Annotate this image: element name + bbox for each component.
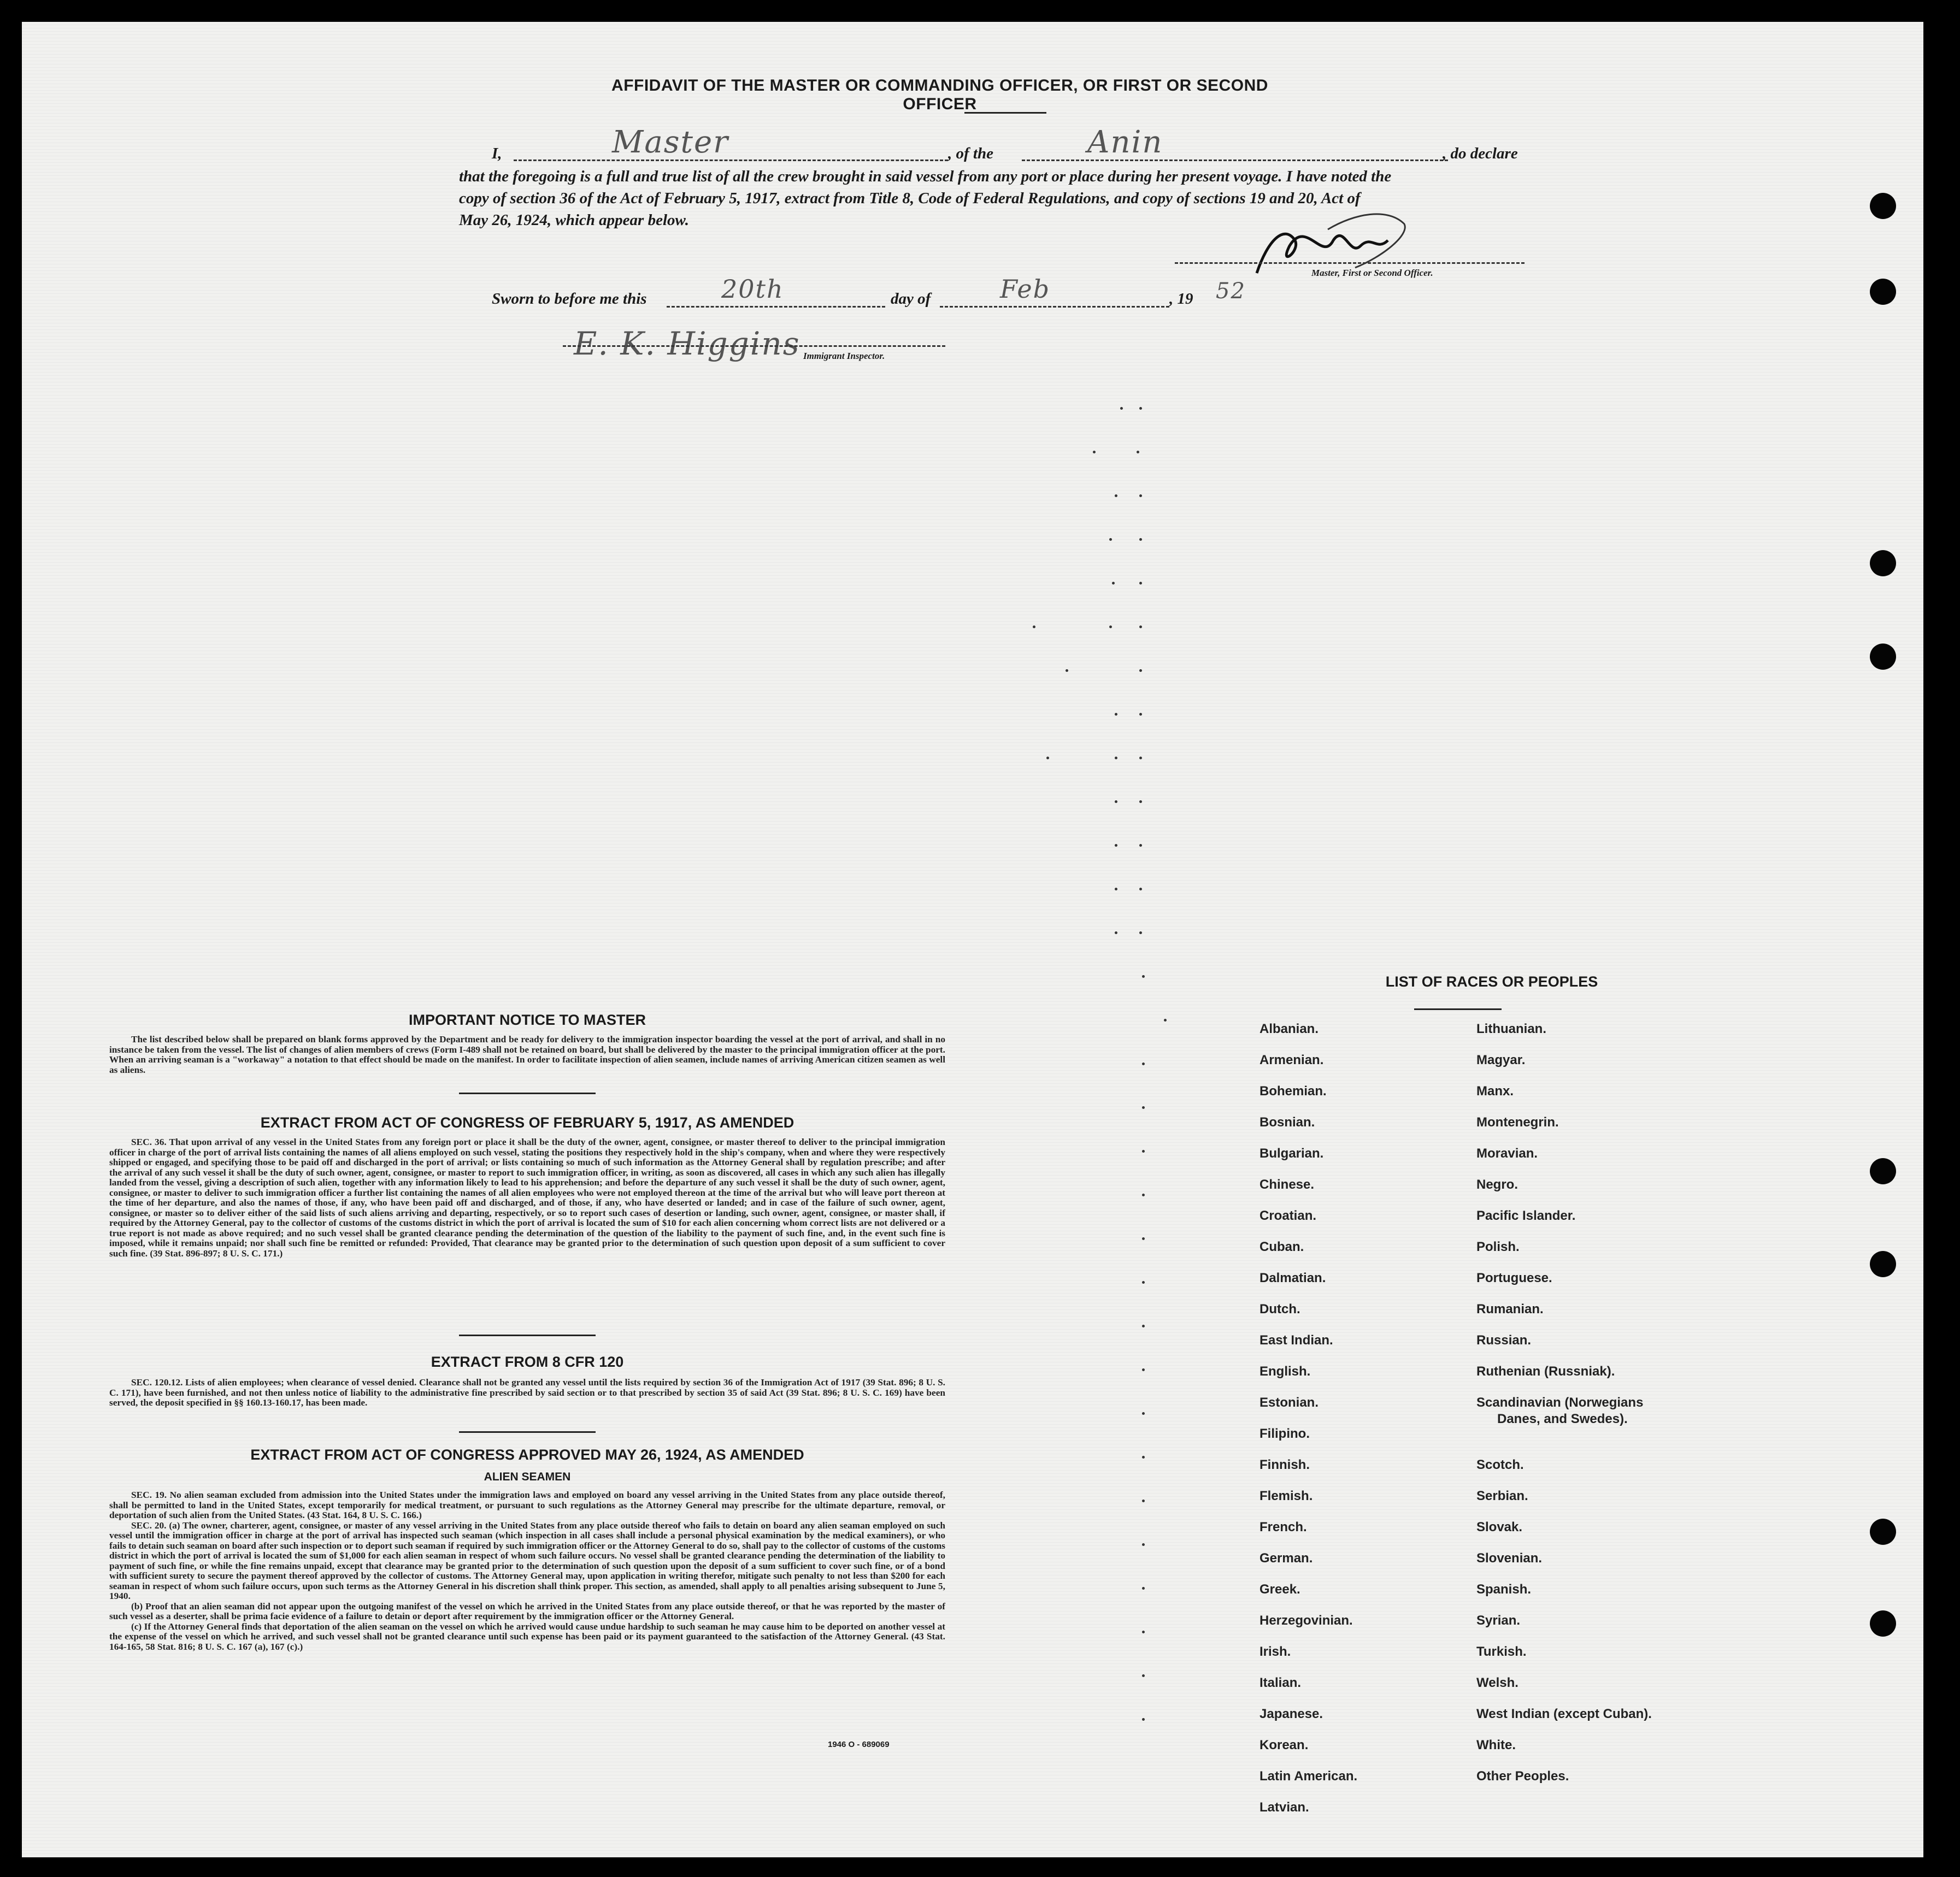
race-item: Italian.: [1259, 1675, 1302, 1690]
race-item: West Indian (except Cuban).: [1476, 1707, 1652, 1721]
master-name-line: [514, 160, 948, 161]
race-item: Lithuanian.: [1476, 1022, 1546, 1036]
race-item: East Indian.: [1259, 1333, 1333, 1348]
race-item: Cuban.: [1259, 1239, 1304, 1254]
race-item: Korean.: [1259, 1738, 1309, 1752]
extract-1917-title: EXTRACT FROM ACT OF CONGRESS OF FEBRUARY 5, 1917, AS AMENDED: [260, 1114, 794, 1131]
race-item: Montenegrin.: [1476, 1115, 1559, 1130]
month-handwritten: Feb: [1000, 274, 1051, 304]
document-page: [22, 22, 1923, 1857]
race-item: Pacific Islander.: [1476, 1208, 1576, 1223]
race-item: Irish.: [1259, 1644, 1291, 1659]
race-item: Manx.: [1476, 1084, 1514, 1099]
binder-hole: [1870, 1519, 1896, 1545]
year-handwritten: 52: [1216, 279, 1246, 304]
race-item: Estonian.: [1259, 1395, 1319, 1410]
race-item: German.: [1259, 1551, 1313, 1566]
sec120-text: SEC. 120.12. Lists of alien employees; when clearance of vessel denied. Clearance shall not be granted any vessel until the lists required by section 36 of the Immigration Act of 1917 (39 Stat. 896; 8 U. S. C. 171), have been furnished, and not then unless notice of liability to the administrative fine prescribed by said section or to that prescribed by section 35 of said Act (39 Stat. 896; 8 U. S. C. 169) have been served, the deposit specified in §§ 160.13-160.17, has been made.: [109, 1377, 945, 1408]
race-item: Portuguese.: [1476, 1271, 1552, 1285]
inspector-line: [563, 345, 945, 347]
affidavit-line2: that the foregoing is a full and true list of all the crew brought in said vessel from any port or place during her present voyage. I have noted the: [459, 168, 1392, 185]
sworn-prefix: Sworn to before me this: [492, 290, 647, 308]
extract-8cfr-divider: [459, 1431, 596, 1433]
extract-1917-divider: [459, 1335, 596, 1336]
vessel-handwritten: Anin: [1087, 125, 1163, 160]
race-item: Rumanian.: [1476, 1302, 1544, 1317]
races-underline: [1414, 1008, 1502, 1010]
day-of-label: day of: [891, 290, 931, 308]
signature-line: [1175, 262, 1525, 264]
race-item: Latvian.: [1259, 1800, 1309, 1815]
races-title: LIST OF RACES OR PEOPLES: [1385, 973, 1598, 990]
race-item: English.: [1259, 1364, 1311, 1379]
sec20c-text: (c) If the Attorney General finds that deportation of the alien seaman on the vessel on which he arrived would cause undue hardship to such seaman he may cause him to be deported on another vessel at the expense of the vessel on which he arrived, and such vessel shall not be granted clearance until such expense has been paid or its payment guaranteed to the satisfaction of the Attorney General. (43 Stat. 164-165, 58 Stat. 816; 8 U. S. C. 167 (a), 167 (c).): [109, 1621, 945, 1652]
race-item: Welsh.: [1476, 1675, 1518, 1690]
race-item: Slovak.: [1476, 1520, 1523, 1534]
month-line: [940, 306, 1169, 308]
notice-divider: [459, 1093, 596, 1094]
race-item: Syrian.: [1476, 1613, 1521, 1628]
binder-hole: [1870, 193, 1896, 219]
binder-hole: [1870, 550, 1896, 576]
race-item: Japanese.: [1259, 1707, 1323, 1721]
race-item: Herzegovinian.: [1259, 1613, 1353, 1628]
print-code: 1946 O - 689069: [828, 1740, 890, 1749]
vessel-name-line: [1022, 160, 1448, 161]
inspector-handwritten: E. K. Higgins: [574, 325, 801, 362]
race-item: Flemish.: [1259, 1489, 1313, 1503]
affidavit-line4: May 26, 1924, which appear below.: [459, 211, 690, 229]
race-item: Spanish.: [1476, 1582, 1532, 1597]
affidavit-line1-prefix: I,: [492, 145, 502, 162]
binder-hole: [1870, 1610, 1896, 1637]
affidavit-line3: copy of section 36 of the Act of February 5, 1917, extract from Title 8, Code of Federal Regulations, and copy of sections 19 and 20, Act of: [459, 190, 1361, 207]
race-item: Serbian.: [1476, 1489, 1528, 1503]
race-item: Ruthenian (Russniak).: [1476, 1364, 1615, 1379]
race-item: Bohemian.: [1259, 1084, 1327, 1099]
race-item: Croatian.: [1259, 1208, 1317, 1223]
race-item: White.: [1476, 1738, 1516, 1752]
race-item: Polish.: [1476, 1239, 1520, 1254]
race-item: Dalmatian.: [1259, 1271, 1326, 1285]
notice-text: The list described below shall be prepared on blank forms approved by the Department and be ready for delivery to the immigration inspector boarding the vessel at the port of arrival, and shall in no instance be taken from the vessel. The list of changes of alien members of crews (Form I-489 shall not be retained on board, but shall be delivered by the master to the principal immigration officer at the port. When an arriving seaman is a "workaway" a notation to that effect should be made on the manifest. In order to facilitate inspection of alien seamen, include names of arriving American citizen seamen as well as aliens.: [109, 1034, 945, 1075]
notice-body: [109, 1035, 945, 1075]
race-item: Danes, and Swedes).: [1497, 1412, 1628, 1426]
extract-1924-subtitle: ALIEN SEAMEN: [484, 1471, 571, 1483]
race-item: Magyar.: [1476, 1053, 1526, 1067]
sworn-day-line: [667, 306, 885, 308]
year-prefix: , 19: [1169, 290, 1193, 308]
race-item: Latin American.: [1259, 1769, 1358, 1784]
notice-title: IMPORTANT NOTICE TO MASTER: [409, 1012, 646, 1028]
race-item: Other Peoples.: [1476, 1769, 1569, 1784]
race-item: Scotch.: [1476, 1457, 1524, 1472]
extract-1924-body: [109, 1490, 945, 1652]
master-handwritten: Master: [612, 125, 729, 160]
race-item: Albanian.: [1259, 1022, 1319, 1036]
race-item: Filipino.: [1259, 1426, 1310, 1441]
affidavit-line1-suffix: , do declare: [1443, 145, 1518, 162]
race-item: Dutch.: [1259, 1302, 1300, 1317]
race-item: Chinese.: [1259, 1177, 1315, 1192]
binder-hole: [1870, 1251, 1896, 1277]
inspector-label: Immigrant Inspector.: [803, 351, 885, 361]
race-item: Russian.: [1476, 1333, 1532, 1348]
sec20b-text: (b) Proof that an alien seaman did not appear upon the outgoing manifest of the vessel on which he arrived in the United States from any place outside thereof, or that he was reported by the master of such vessel as a deserter, shall be prima facie evidence of a failure to detain or deport after requirement by the immigration officer or the Attorney General.: [109, 1601, 945, 1621]
day-handwritten: 20th: [721, 274, 784, 304]
binder-hole: [1870, 1158, 1896, 1184]
binder-hole: [1870, 279, 1896, 305]
race-item: Slovenian.: [1476, 1551, 1543, 1566]
sec36-text: SEC. 36. That upon arrival of any vessel in the United States from any foreign port or place it shall be the duty of the owner, agent, consignee, or master thereof to deliver to the principal immigration officer in charge of the port of arrival lists containing the names of all aliens employed on such vessel, stating the positions they respectively hold in the ship's company, when and where they were respectively shipped or engaged, and specifying those to be paid off and discharged in the port of arrival; or lists containing so much of such information as the Attorney General shall by regulation prescribe; and after the arrival of any such vessel it shall be the duty of such owner, agent, consignee, or master to report to such immigration officer, in writing, as soon as discovered, all cases in which any such alien has illegally landed from the vessel, giving a description of such alien, together with any information likely to lead to his apprehension; and before the departure of any such vessel it shall be the duty of such owner, agent, consignee, or master to deliver to such immigration officer a further list containing the names of all alien employees who were not employed thereon at the time of the arrival but who will leave port thereon at the time of her departure, and also the names of those, if any, who have been paid off and discharged, and of those, if any, who have deserted or landed; and in case of the failure of such owner, agent, consignee, or master so to deliver either of the said lists of such aliens arriving and departing, respectively, or so to report such cases of desertion or landing, such owner, agent, consignee, or master shall, if required by the Attorney General, pay to the collector of customs of the customs district in which the port of arrival is located the sum of $10 for each alien concerning whom correct lists are not delivered or a true report is not made as above required; and no such vessel shall be granted clearance pending the determination of the question of the liability to the payment of such fine, and, in the event such fine is imposed, while it remains unpaid; nor shall such fine be remitted or refunded: Provided, That clearance may be granted prior to the determination of such question upon deposit of a sum sufficient to cover such fine. (39 Stat. 896-897; 8 U. S. C. 171.): [109, 1137, 945, 1259]
race-item: French.: [1259, 1520, 1307, 1534]
race-item: Negro.: [1476, 1177, 1518, 1192]
sec20a-text: SEC. 20. (a) The owner, charterer, agent, consignee, or master of any vessel arriving in the United States from any place outside thereof who fails to detain on board any alien seaman employed on such vessel until the immigration officer in charge at the port of arrival has inspected such seaman (which inspection in all cases shall include a personal physical examination by the medical examiners), or who fails to detain such seaman on board after such inspection or to deport such seaman if required by such immigration officer or the Attorney General to do so, shall pay to the collector of customs of the customs district in which the port of arrival is located the sum of $1,000 for each alien seaman in respect of whom such failure occurs. No vessel shall be granted clearance pending the determination of the liability to payment of such fine, or while the fine remains unpaid, except that clearance may be granted prior to the determination of such question upon the deposit of a sum sufficient to cover such fine, or of a bond with sufficient surety to secure the payment thereof approved by the collector of customs. The Attorney General may, upon application in writing therefor, mitigate such penalty to not less than $200 for each seaman in respect of whom such failure occurs, upon such terms as the Attorney General in his discretion shall think proper. This section, as amended, shall apply to all penalties arising subsequent to June 5, 1940.: [109, 1520, 945, 1601]
extract-1917-body: [109, 1137, 945, 1259]
race-item: Scandinavian (Norwegians: [1476, 1395, 1644, 1410]
signature-label: Master, First or Second Officer.: [1311, 268, 1433, 278]
extract-8cfr-body: [109, 1378, 945, 1408]
affidavit-title: AFFIDAVIT OF THE MASTER OR COMMANDING OFFICER, OR FIRST OR SECOND OFFICER: [611, 76, 1268, 113]
race-item: Armenian.: [1259, 1053, 1324, 1067]
binder-hole: [1870, 644, 1896, 670]
extract-1924-title: EXTRACT FROM ACT OF CONGRESS APPROVED MAY 26, 1924, AS AMENDED: [250, 1447, 804, 1463]
extract-8cfr-title: EXTRACT FROM 8 CFR 120: [431, 1354, 624, 1370]
race-item: Greek.: [1259, 1582, 1300, 1597]
race-item: Moravian.: [1476, 1146, 1538, 1161]
race-item: Turkish.: [1476, 1644, 1527, 1659]
title-underline: [964, 112, 1046, 114]
affidavit-line1-mid: , of the: [948, 145, 993, 162]
sec19-text: SEC. 19. No alien seaman excluded from admission into the United States under the immigration laws and employed on board any vessel arriving in the United States from any place outside thereof, shall be permitted to land in the United States, except temporarily for medical treatment, or pursuant to such regulations as the Attorney General may prescribe for the ultimate departure, removal, or deportation of such alien from the United States. (43 Stat. 164, 8 U. S. C. 166.): [109, 1490, 945, 1520]
race-item: Bulgarian.: [1259, 1146, 1324, 1161]
race-item: Bosnian.: [1259, 1115, 1315, 1130]
race-item: Finnish.: [1259, 1457, 1310, 1472]
